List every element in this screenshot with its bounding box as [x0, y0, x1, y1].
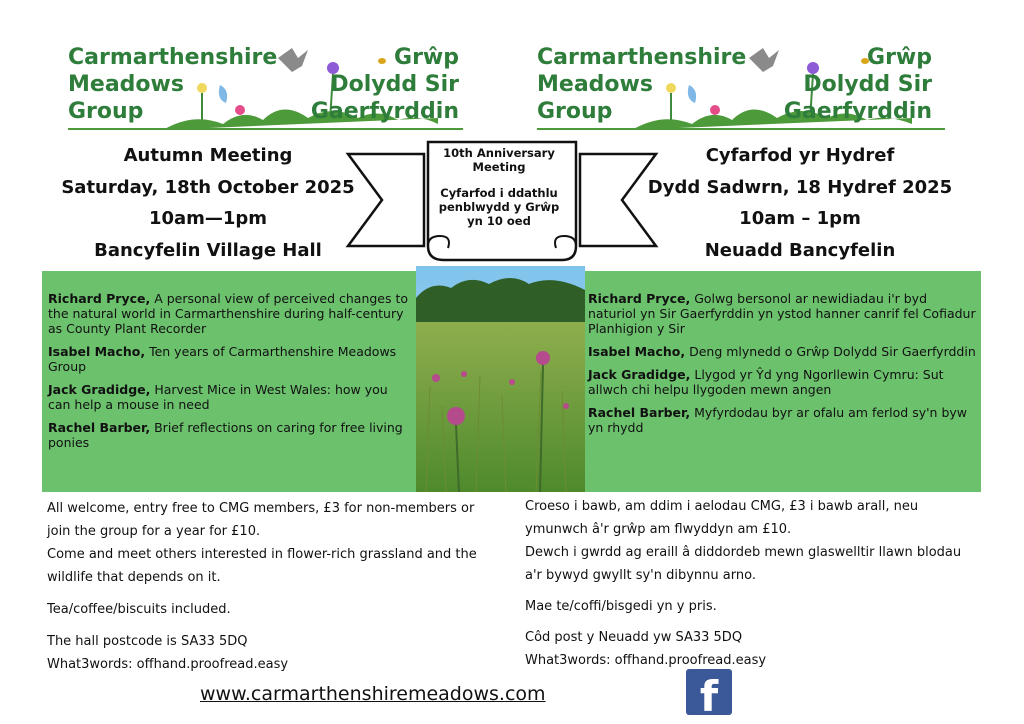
anniversary-banner-text: 10th Anniversary Meeting Cyfarfod i ddathlu penblwydd y Grŵp yn 10 oed	[438, 146, 560, 228]
list-item: Rachel Barber, Myfyrdodau byr ar ofalu am ferlod sy'n byw yn rhydd	[588, 405, 968, 435]
talks-list-welsh	[588, 291, 978, 443]
meeting-venue: Bancyfelin Village Hall	[94, 239, 322, 261]
meeting-details-welsh	[640, 140, 960, 266]
list-item: Isabel Macho, Ten years of Carmarthenshire Meadows Group	[48, 344, 397, 374]
list-item: Rachel Barber, Brief reflections on caring for free living ponies	[48, 420, 403, 450]
meeting-time: 10am – 1pm	[739, 208, 861, 229]
bird-icon	[749, 48, 779, 72]
logo-welsh-name: Grŵp Dolydd Sir Gaerfyrddin	[783, 45, 932, 124]
bird-icon	[278, 48, 308, 72]
info-english: All welcome, entry free to CMG members, £3 for non-members or join the group for a year for £10. Come and meet others interested in flower-rich grassland and the wildlife that depends on it. Tea/coffee/biscuits included. The hall postcode is SA33 5DQ What3words: offhand.proofread.easy	[47, 501, 477, 672]
meeting-title: Autumn Meeting	[123, 145, 293, 166]
logo-welsh-name: Grŵp Dolydd Sir Gaerfyrddin	[310, 45, 459, 124]
facebook-icon[interactable]: f	[686, 669, 732, 715]
meeting-date: Dydd Sadwrn, 18 Hydref 2025	[647, 176, 953, 198]
list-item: Isabel Macho, Deng mlynedd o Grŵp Dolydd Sir Gaerfyrddin	[588, 344, 976, 359]
meeting-date: Saturday, 18th October 2025	[61, 176, 355, 198]
talks-list-english	[48, 291, 410, 458]
meeting-venue: Neuadd Bancyfelin	[704, 239, 896, 261]
list-item: Richard Pryce, A personal view of perceived changes to the natural world in Carmarthenshire during half-century as County Plant Recorder	[48, 291, 409, 336]
list-item: Jack Gradidge, Harvest Mice in West Wales: how you can help a mouse in need	[48, 382, 388, 412]
logo-english-name: Carmarthenshire Meadows Group	[537, 45, 747, 124]
list-item: Jack Gradidge, Llygod yr Ŷd yng Ngorllewin Cymru: Sut allwch chi helpu llygoden mewn angen	[588, 367, 944, 397]
list-item: Richard Pryce, Golwg bersonol ar newidiadau i'r byd naturiol yn Sir Gaerfyrddin yn ystod hanner canrif fel Cofiadur Planhigion y Sir	[588, 291, 976, 336]
meeting-title: Cyfarfod yr Hydref	[705, 145, 895, 166]
logo-right	[537, 40, 932, 132]
meeting-time: 10am—1pm	[148, 208, 268, 229]
info-welsh: Croeso i bawb, am ddim i aelodau CMG, £3 i bawb arall, neu ymunwch â'r grŵp am flwyddyn am £10. Dewch i gwrdd ag eraill â diddordeb mewn glaswelltir llawn blodau a'r bywyd gwyllt sy'n dibynnu arno. Mae te/coffi/bisgedi yn y pris. Côd post y Neuadd yw SA33 5DQ What3words: offhand.proofread.easy	[525, 499, 962, 668]
logo-english-name: Carmarthenshire Meadows Group	[68, 45, 278, 124]
meeting-details-english	[48, 140, 368, 266]
meadow-photo	[416, 266, 585, 492]
website-link[interactable]: www.carmarthenshiremeadows.com	[200, 683, 546, 705]
logo-left	[68, 40, 463, 132]
